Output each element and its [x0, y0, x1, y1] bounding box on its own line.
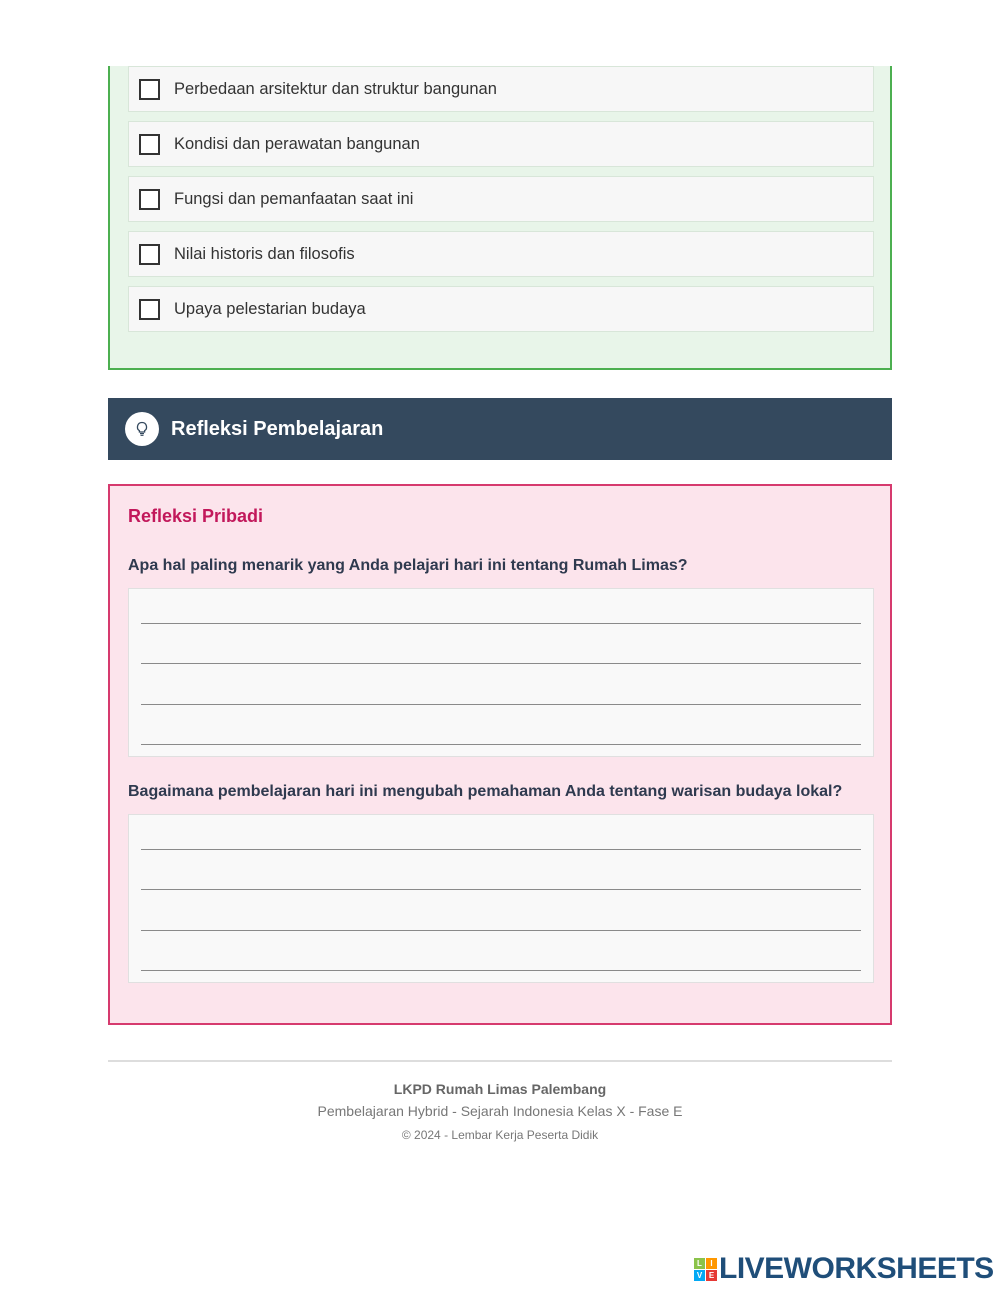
footer-copyright: © 2024 - Lembar Kerja Peserta Didik: [401, 1128, 599, 1142]
checklist-item[interactable]: [128, 231, 874, 277]
reflection-box: [108, 484, 892, 1025]
question-text: Apa hal paling menarik yang Anda pelajari hari ini tentang Rumah Limas?: [128, 557, 688, 574]
writing-line: [141, 744, 861, 745]
answer-area[interactable]: [128, 814, 874, 983]
checklist-item-label: Perbedaan arsitektur dan struktur bangunan: [174, 79, 497, 98]
writing-line: [141, 889, 861, 890]
checklist-item[interactable]: [128, 66, 874, 112]
checkbox[interactable]: [139, 244, 160, 265]
checklist-item-label: Nilai historis dan filosofis: [174, 244, 355, 263]
writing-line: [141, 970, 861, 971]
writing-line: [141, 704, 861, 705]
footer-title: LKPD Rumah Limas Palembang: [393, 1081, 607, 1097]
checklist-item-label: Fungsi dan pemanfaatan saat ini: [174, 189, 414, 208]
checklist-item-label: Upaya pelestarian budaya: [174, 299, 366, 318]
answer-area[interactable]: [128, 588, 874, 757]
lightbulb-icon: [125, 412, 159, 446]
question-text: Bagaimana pembelajaran hari ini mengubah pemahaman Anda tentang warisan budaya lokal?: [128, 783, 843, 800]
section-header-reflection: [108, 398, 892, 460]
checkbox[interactable]: [139, 79, 160, 100]
writing-line: [141, 849, 861, 850]
writing-line: [141, 930, 861, 931]
checkbox[interactable]: [139, 299, 160, 320]
observation-checklist: [108, 66, 892, 370]
checklist-item[interactable]: [128, 176, 874, 222]
checklist-item[interactable]: [128, 121, 874, 167]
liveworksheets-logo[interactable]: [694, 1252, 994, 1286]
reflection-title: Refleksi Pribadi: [128, 506, 264, 526]
logo-text: LIVEWORKSHEETS: [719, 1252, 994, 1285]
logo-blocks-icon: L I V E: [694, 1258, 717, 1281]
writing-line: [141, 623, 861, 624]
checklist-item-label: Kondisi dan perawatan bangunan: [174, 134, 420, 153]
checkbox[interactable]: [139, 189, 160, 210]
checkbox[interactable]: [139, 134, 160, 155]
writing-line: [141, 663, 861, 664]
section-title: Refleksi Pembelajaran: [171, 417, 384, 440]
footer-subtitle: Pembelajaran Hybrid - Sejarah Indonesia Kelas X - Fase E: [317, 1103, 683, 1119]
footer-divider: [108, 1060, 892, 1062]
checklist-item[interactable]: [128, 286, 874, 332]
